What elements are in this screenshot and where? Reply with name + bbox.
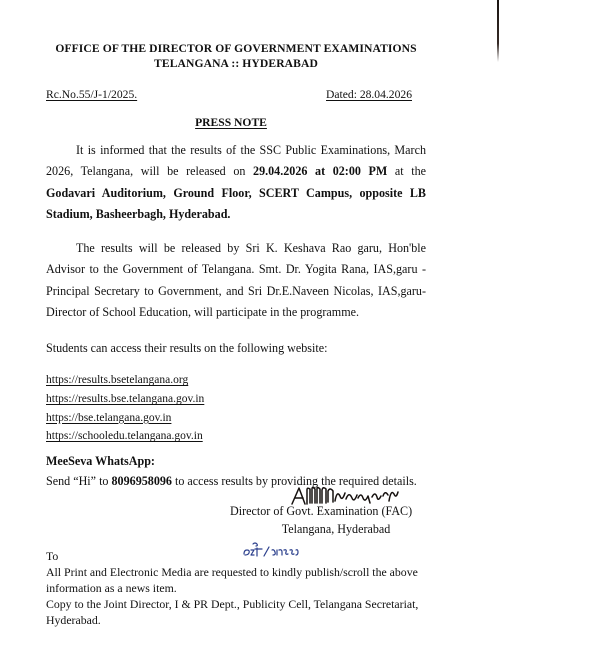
announcement-venue: Godavari Auditorium, Ground Floor, SCERT Campus, opposite LB Stadium, Basheerbagh, Hyderabad. bbox=[46, 185, 426, 222]
footer-to-label: To bbox=[46, 549, 59, 563]
scan-edge-artifact bbox=[497, 0, 499, 62]
paragraph-announcement-part-2: at the bbox=[387, 164, 426, 179]
paragraph-dignitaries: The results will be released by Sri K. Keshava Rao garu, Hon'ble Advisor to the Government of Telangana. Smt. Dr. Yogita Rana, IAS,garu -Principal Secretary to Government, and Sri Dr.E.Naveen Nicolas, IAS,garu- Director of School Education, will participate in the programme. bbox=[46, 240, 426, 320]
website-link-4[interactable]: https://schooledu.telangana.gov.in bbox=[46, 430, 203, 443]
signature-block bbox=[230, 503, 490, 538]
footer-copy-note: Copy to the Joint Director, I & PR Dept., Publicity Cell, Telangana Secretariat, Hyderabad. bbox=[46, 597, 419, 628]
signature-place: Telangana, Hyderabad bbox=[281, 521, 391, 536]
document-title bbox=[46, 116, 416, 129]
letterhead-line-2: TELANGANA :: HYDERABAD bbox=[154, 56, 318, 70]
website-link-1[interactable]: https://results.bsetelangana.org bbox=[46, 374, 189, 387]
paragraph-announcement bbox=[46, 140, 426, 226]
website-links bbox=[46, 371, 426, 446]
meeseva-text-part-1: Send “Hi” to bbox=[46, 474, 112, 489]
reference-date: Dated: 28.04.2026 bbox=[326, 87, 412, 101]
meeseva-whatsapp-number: 8096958096 bbox=[111, 474, 172, 489]
letterhead bbox=[46, 0, 426, 72]
signature-designation: Director of Govt. Examination (FAC) bbox=[230, 504, 413, 518]
reference-number: Rc.No.55/J-1/2025. bbox=[46, 87, 138, 101]
paragraph-announcement-part-1: It is informed that the results of the SSC Public Examinations, March 2026, Telangana, will be released on bbox=[46, 142, 426, 179]
announcement-datetime: 29.04.2026 at 02:00 PM bbox=[253, 164, 388, 179]
meeseva-heading: MeeSeva WhatsApp: bbox=[46, 453, 155, 468]
meeseva-text-part-2: to access results by providing the required details. bbox=[171, 474, 417, 489]
website-link-2[interactable]: https://results.bse.telangana.gov.in bbox=[46, 393, 205, 406]
footer-block bbox=[46, 548, 436, 628]
document-title-text: PRESS NOTE bbox=[195, 115, 267, 129]
meeseva-instructions bbox=[46, 471, 426, 493]
reference-row bbox=[46, 88, 426, 101]
footer-media-note: All Print and Electronic Media are requested to kindly publish/scroll the above information as a news item. bbox=[46, 565, 418, 596]
letterhead-line-1: OFFICE OF THE DIRECTOR OF GOVERNMENT EXAMINATIONS bbox=[55, 42, 417, 55]
document-content bbox=[46, 0, 426, 493]
websites-intro: Students can access their results on the following website: bbox=[46, 340, 328, 355]
website-link-3[interactable]: https://bse.telangana.gov.in bbox=[46, 411, 172, 424]
